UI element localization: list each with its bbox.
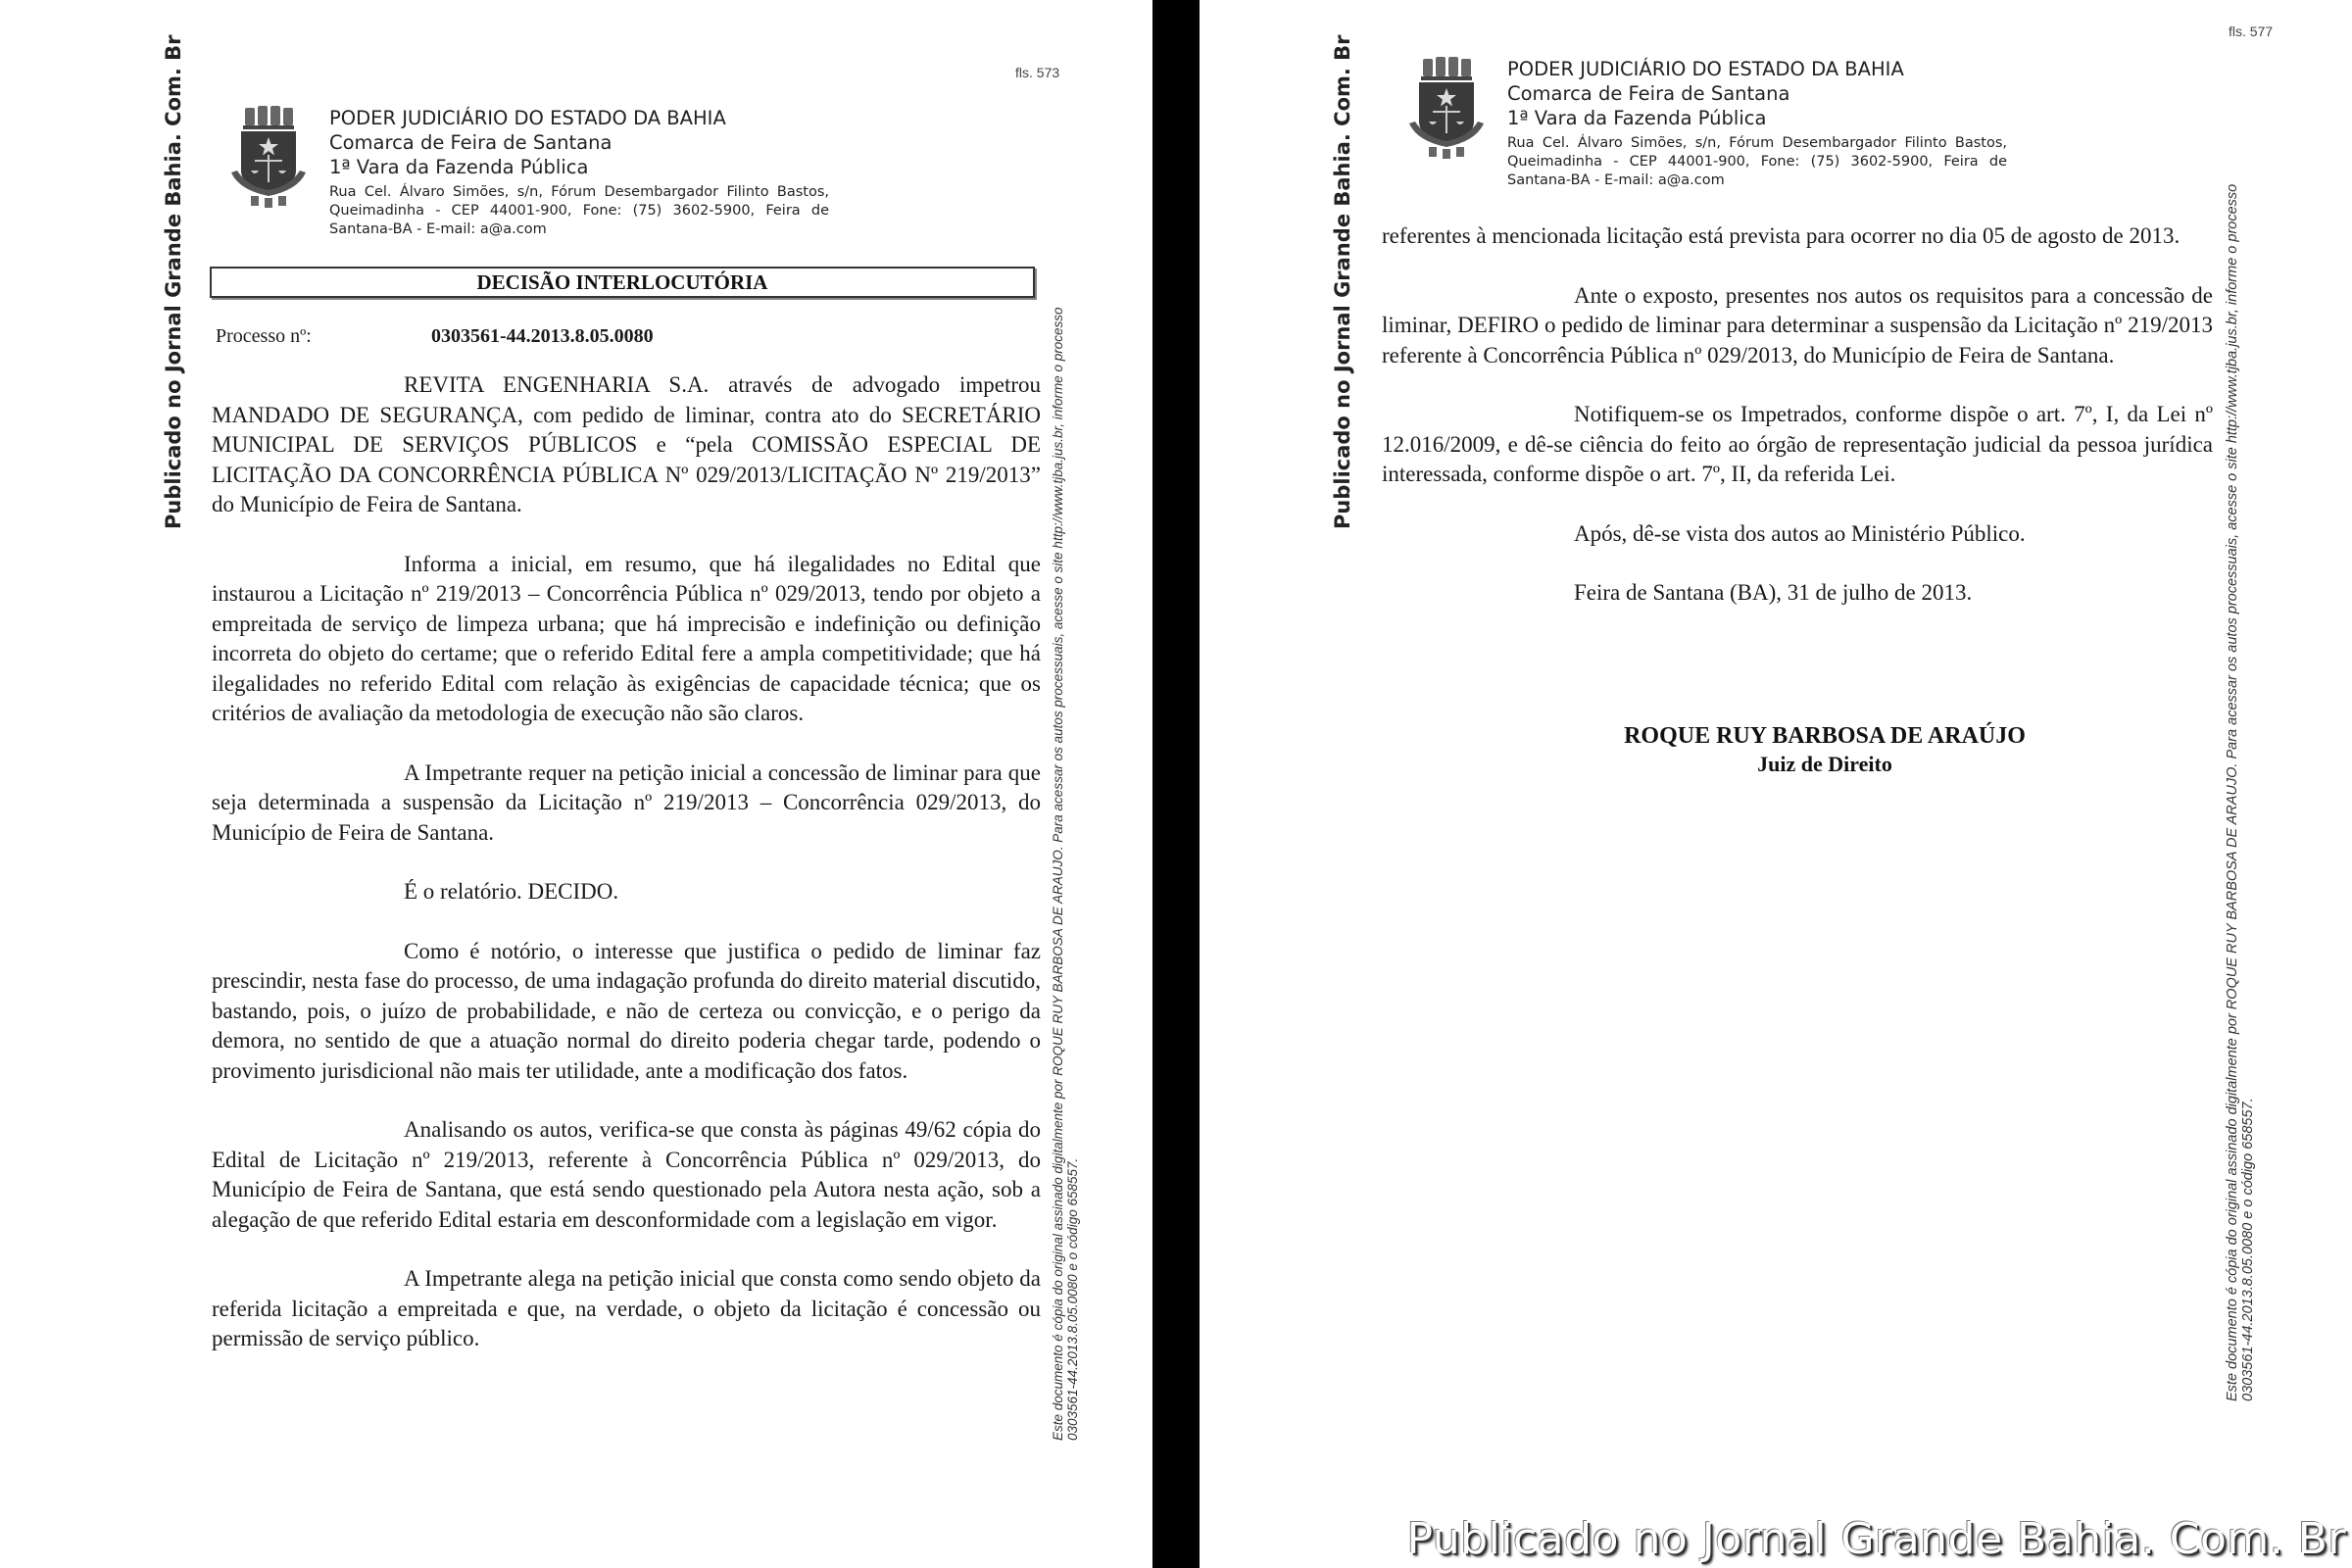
paragraph: Notifiquem-se os Impetrados, conforme dispõe o art. 7º, I, da Lei nº 12.016/2009, e dê-se ciência do feito ao órgão de representação judicial da pessoa jurídica interessada, conforme dispõe o art. 7º, II, da referida Lei.: [1382, 402, 2213, 486]
signature-block: [1578, 721, 2072, 778]
paragraph: A Impetrante alega na petição inicial que consta como sendo objeto da referida licitação a empreitada e que, na verdade, o objeto da licitação é concessão ou permissão de serviço público.: [212, 1266, 1041, 1350]
letterhead-address: Rua Cel. Álvaro Simões, s/n, Fórum Desembargador Filinto Bastos, Queimadinha - CEP 44001-900, Fone: (75) 3602-5900, Feira de Santana-BA - E-mail: a@a.com: [329, 184, 829, 237]
paragraph: É o relatório. DECIDO.: [404, 879, 619, 904]
paragraph: Ante o exposto, presentes nos autos os requisitos para a concessão de liminar, DEFIRO o pedido de liminar para determinar a suspensão da Licitação nº 219/2013 referente à Concorrência Pública nº 029/2013, do Município de Feira de Santana.: [1382, 282, 2213, 368]
document-page-right: [1200, 0, 2352, 1568]
letterhead-court: PODER JUDICIÁRIO DO ESTADO DA BAHIA: [329, 107, 726, 129]
judge-title: Juiz de Direito: [1757, 752, 1892, 776]
digital-signature-notice: [1051, 307, 1080, 1441]
letterhead: [1409, 57, 2007, 190]
signature-notice-line1: Este documento é cópia do original assinado digitalmente por ROQUE RUY BARBOSA DE ARAUJO. Para acessar os autos processuais, acesse o site http://www.tjba.jus.br, informe o processo: [2225, 183, 2240, 1401]
paragraph: Informa a inicial, em resumo, que há ilegalidades no Edital que instaurou a Licitação nº 219/2013 – Concorrência Pública nº 029/2013, tendo por objeto a empreitada de serviço de limpeza urbana; que há imprecisão e indefinição ou definição incorreta do objeto do certame; que o referido Edital fere a ampla competitividade; que há ilegalidades no referido Edital com relação às exigências de capacidade técnica; que os critérios de avaliação da metodologia de execução não são claros.: [212, 551, 1041, 725]
paragraph: Analisando os autos, verifica-se que consta às páginas 49/62 cópia do Edital de Licitação nº 219/2013, referente à Concorrência Pública nº 029/2013, do Município de Feira de Santana, que está sendo questionado pela Autora nesta ação, sob a alegação de que referido Edital estaria em desconformidade com a legislação em vigor.: [212, 1117, 1041, 1232]
paragraph: Após, dê-se vista dos autos ao Ministério Público.: [1574, 520, 2026, 546]
paragraph: Como é notório, o interesse que justifica o pedido de liminar faz prescindir, nesta fase do processo, de uma indagação profunda do direito material discutido, bastando, pois, o juízo de probabilidade, e não de certeza ou convicção, e o perigo da demora, no sentido de que a atuação normal do direito poderia chegar tarde, podendo o provimento jurisdicional não mais ter utilidade, ante a modificação dos fatos.: [212, 938, 1041, 1083]
judge-name: ROQUE RUY BARBOSA DE ARAÚJO: [1624, 723, 2026, 749]
paragraph: referentes à mencionada licitação está prevista para ocorrer no dia 05 de agosto de 2013.: [1382, 223, 2180, 248]
signature-notice-line2: 0303561-44.2013.8.05.0080 e o código 658557.: [2240, 1098, 2256, 1401]
decision-body: [212, 370, 1041, 1384]
decision-body-continued: [1382, 221, 2213, 638]
digital-signature-notice: [2225, 184, 2256, 1401]
bahia-coat-of-arms-icon: [1409, 57, 1484, 159]
publisher-watermark: Publicado no Jornal Grande Bahia. Com. Br: [1406, 1514, 2346, 1564]
document-title: DECISÃO INTERLOCUTÓRIA: [210, 267, 1035, 298]
letterhead-vara: 1ª Vara da Fazenda Pública: [1507, 107, 1767, 129]
letterhead-text: [1507, 57, 2007, 190]
folio-number: fls. 573: [1015, 65, 1060, 80]
bahia-coat-of-arms-icon: [231, 106, 306, 208]
process-label: Processo nº:: [216, 325, 312, 347]
paragraph: REVITA ENGENHARIA S.A. através de advogado impetrou MANDADO DE SEGURANÇA, com pedido de liminar, contra ato do SECRETÁRIO MUNICIPAL DE SERVIÇOS PÚBLICOS e “pela COMISSÃO ESPECIAL DE LICITAÇÃO DA CONCORRÊNCIA PÚBLICA Nº 029/2013/LICITAÇÃO Nº 219/2013” do Município de Feira de Santana.: [212, 372, 1041, 516]
letterhead-comarca: Comarca de Feira de Santana: [1507, 82, 1790, 105]
letterhead-comarca: Comarca de Feira de Santana: [329, 131, 612, 154]
signature-notice-line1: Este documento é cópia do original assinado digitalmente por ROQUE RUY BARBOSA DE ARAUJO. Para acessar os autos processuais, acesse o site http://www.tjba.jus.br, informe o processo: [1051, 307, 1065, 1441]
side-watermark: Publicado no Jornal Grande Bahia. Com. Br: [1331, 34, 1354, 529]
letterhead-address: Rua Cel. Álvaro Simões, s/n, Fórum Desembargador Filinto Bastos, Queimadinha - CEP 44001-900, Fone: (75) 3602-5900, Feira de Santana-BA - E-mail: a@a.com: [1507, 135, 2007, 188]
page-divider: [1152, 0, 1200, 1568]
letterhead-vara: 1ª Vara da Fazenda Pública: [329, 156, 589, 178]
process-number-row: [216, 325, 654, 348]
paragraph: Feira de Santana (BA), 31 de julho de 2013.: [1574, 580, 1973, 605]
letterhead-court: PODER JUDICIÁRIO DO ESTADO DA BAHIA: [1507, 58, 1904, 80]
side-watermark: Publicado no Jornal Grande Bahia. Com. Br: [162, 34, 185, 529]
signature-notice-line2: 0303561-44.2013.8.05.0080 e o código 658557.: [1065, 1157, 1080, 1441]
process-number: 0303561-44.2013.8.05.0080: [431, 325, 654, 347]
letterhead-text: [329, 106, 829, 239]
paragraph: A Impetrante requer na petição inicial a concessão de liminar para que seja determinada a suspensão da Licitação nº 219/2013 – Concorrência 029/2013, do Município de Feira de Santana.: [212, 760, 1041, 845]
folio-number: fls. 577: [2229, 24, 2274, 39]
document-page-left: [0, 0, 1152, 1568]
letterhead: [231, 106, 829, 239]
